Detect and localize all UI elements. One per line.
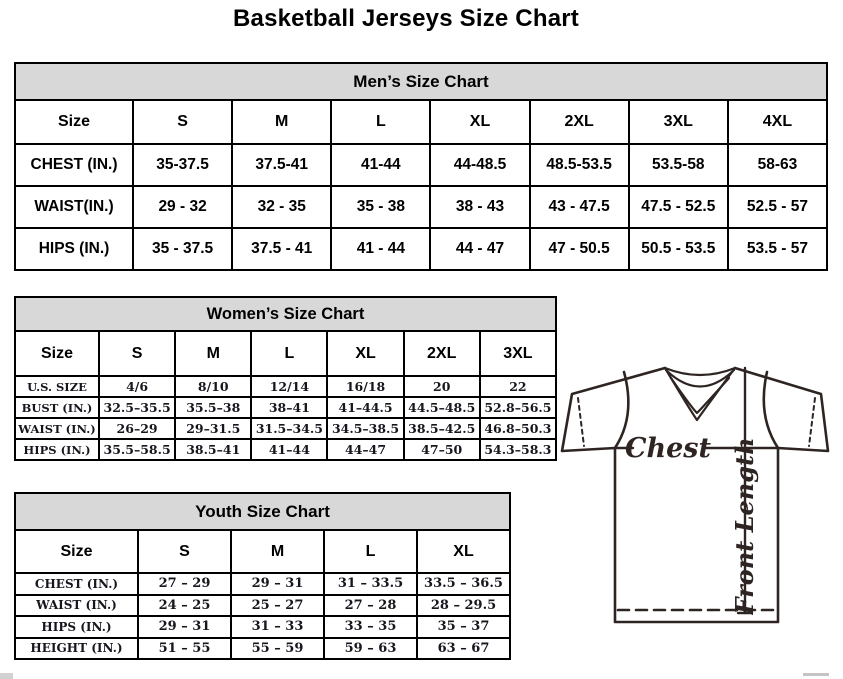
table-cell: 44.5–48.5	[404, 397, 480, 418]
column-header: L	[251, 331, 327, 376]
table-row	[15, 418, 556, 439]
table-cell: 59 – 63	[324, 638, 417, 660]
jersey-diagram-icon	[556, 356, 832, 628]
table-cell: 26–29	[99, 418, 175, 439]
table-cell: 63 – 67	[417, 638, 510, 660]
table-cell: 38.5–42.5	[404, 418, 480, 439]
row-label: HEIGHT (IN.)	[15, 638, 138, 660]
table-cell: 53.5 - 57	[728, 228, 827, 270]
column-header: Size	[15, 331, 99, 376]
table-cell: 33 – 35	[324, 616, 417, 638]
column-header: 3XL	[480, 331, 556, 376]
page-title: Basketball Jerseys Size Chart	[233, 5, 579, 32]
table-cell: 38.5–41	[175, 439, 251, 460]
table-cell: 48.5-53.5	[530, 144, 629, 186]
womens-table-title: Women’s Size Chart	[15, 297, 556, 331]
table-row	[15, 439, 556, 460]
column-header: XL	[417, 530, 510, 573]
table-cell: 44-48.5	[430, 144, 529, 186]
table-cell: 33.5 – 36.5	[417, 573, 510, 595]
table-cell: 51 – 55	[138, 638, 231, 660]
table-cell: 29 – 31	[138, 616, 231, 638]
jersey-measurement-diagram	[556, 356, 832, 628]
row-label: CHEST (IN.)	[15, 144, 133, 186]
womens-size-table	[14, 296, 557, 461]
table-row	[15, 228, 827, 270]
row-label: CHEST (IN.)	[15, 573, 138, 595]
jersey-sleeve-dash-right	[809, 398, 815, 446]
table-row	[15, 638, 510, 660]
table-cell: 29–31.5	[175, 418, 251, 439]
column-header: L	[324, 530, 417, 573]
table-cell: 35.5–58.5	[99, 439, 175, 460]
table-cell: 8/10	[175, 376, 251, 397]
row-label: HIPS (IN.)	[15, 228, 133, 270]
mens-table-title: Men’s Size Chart	[15, 63, 827, 100]
youth-size-table	[14, 492, 511, 660]
table-cell: 25 – 27	[231, 595, 324, 617]
table-title-row	[15, 493, 510, 530]
table-cell: 46.8–50.3	[480, 418, 556, 439]
column-header: Size	[15, 100, 133, 144]
chest-label: Chest	[625, 433, 711, 464]
table-cell: 54.3–58.3	[480, 439, 556, 460]
row-label: WAIST (IN.)	[15, 418, 99, 439]
image-resize-handle-right	[803, 673, 829, 676]
table-cell: 37.5 - 41	[232, 228, 331, 270]
table-cell: 22	[480, 376, 556, 397]
table-cell: 35 - 38	[331, 186, 430, 228]
column-header-row	[15, 530, 510, 573]
front-length-label: Front Length	[730, 437, 759, 615]
table-row	[15, 573, 510, 595]
mens-size-table	[14, 62, 828, 271]
table-cell: 29 - 32	[133, 186, 232, 228]
column-header: 2XL	[404, 331, 480, 376]
table-cell: 41–44.5	[327, 397, 403, 418]
row-label: BUST (IN.)	[15, 397, 99, 418]
column-header: 3XL	[629, 100, 728, 144]
column-header: S	[138, 530, 231, 573]
table-cell: 31.5–34.5	[251, 418, 327, 439]
table-row	[15, 186, 827, 228]
column-header: 2XL	[530, 100, 629, 144]
table-cell: 24 – 25	[138, 595, 231, 617]
table-cell: 52.5 - 57	[728, 186, 827, 228]
column-header: S	[133, 100, 232, 144]
column-header: L	[331, 100, 430, 144]
table-title-row	[15, 63, 827, 100]
table-cell: 31 – 33	[231, 616, 324, 638]
table-cell: 58-63	[728, 144, 827, 186]
row-label: HIPS (IN.)	[15, 439, 99, 460]
table-cell: 47–50	[404, 439, 480, 460]
column-header: Size	[15, 530, 138, 573]
column-header: M	[175, 331, 251, 376]
table-cell: 4/6	[99, 376, 175, 397]
table-cell: 35 – 37	[417, 616, 510, 638]
table-cell: 44 - 47	[430, 228, 529, 270]
table-cell: 35-37.5	[133, 144, 232, 186]
table-cell: 41 - 44	[331, 228, 430, 270]
jersey-vneck-inner	[671, 378, 729, 413]
jersey-outline	[562, 368, 828, 622]
column-header: S	[99, 331, 175, 376]
table-cell: 32 - 35	[232, 186, 331, 228]
table-cell: 38–41	[251, 397, 327, 418]
table-cell: 29 – 31	[231, 573, 324, 595]
column-header: 4XL	[728, 100, 827, 144]
image-resize-handle-left	[0, 673, 13, 679]
table-cell: 31 – 33.5	[324, 573, 417, 595]
table-cell: 44–47	[327, 439, 403, 460]
column-header-row	[15, 331, 556, 376]
jersey-sleeve-dash-left	[578, 398, 584, 446]
column-header: XL	[430, 100, 529, 144]
table-row	[15, 376, 556, 397]
table-cell: 41-44	[331, 144, 430, 186]
table-row	[15, 144, 827, 186]
table-cell: 28 – 29.5	[417, 595, 510, 617]
row-label: HIPS (IN.)	[15, 616, 138, 638]
column-header: M	[232, 100, 331, 144]
table-row	[15, 616, 510, 638]
column-header: XL	[327, 331, 403, 376]
table-cell: 38 - 43	[430, 186, 529, 228]
column-header: M	[231, 530, 324, 573]
table-cell: 37.5-41	[232, 144, 331, 186]
table-cell: 41–44	[251, 439, 327, 460]
table-cell: 27 – 29	[138, 573, 231, 595]
table-cell: 34.5–38.5	[327, 418, 403, 439]
table-cell: 16/18	[327, 376, 403, 397]
youth-table-title: Youth Size Chart	[15, 493, 510, 530]
table-title-row	[15, 297, 556, 331]
table-cell: 35.5–38	[175, 397, 251, 418]
table-cell: 43 - 47.5	[530, 186, 629, 228]
table-cell: 27 – 28	[324, 595, 417, 617]
table-row	[15, 595, 510, 617]
table-cell: 47 - 50.5	[530, 228, 629, 270]
table-cell: 12/14	[251, 376, 327, 397]
row-label: WAIST(IN.)	[15, 186, 133, 228]
table-cell: 20	[404, 376, 480, 397]
table-cell: 50.5 - 53.5	[629, 228, 728, 270]
row-label: U.S. SIZE	[15, 376, 99, 397]
table-cell: 52.8–56.5	[480, 397, 556, 418]
jersey-collar-back-top	[665, 368, 735, 375]
table-cell: 53.5-58	[629, 144, 728, 186]
row-label: WAIST (IN.)	[15, 595, 138, 617]
table-cell: 55 – 59	[231, 638, 324, 660]
jersey-sleeve-seam-right	[764, 372, 778, 448]
table-cell: 47.5 - 52.5	[629, 186, 728, 228]
table-row	[15, 397, 556, 418]
table-cell: 32.5–35.5	[99, 397, 175, 418]
column-header-row	[15, 100, 827, 144]
table-cell: 35 - 37.5	[133, 228, 232, 270]
